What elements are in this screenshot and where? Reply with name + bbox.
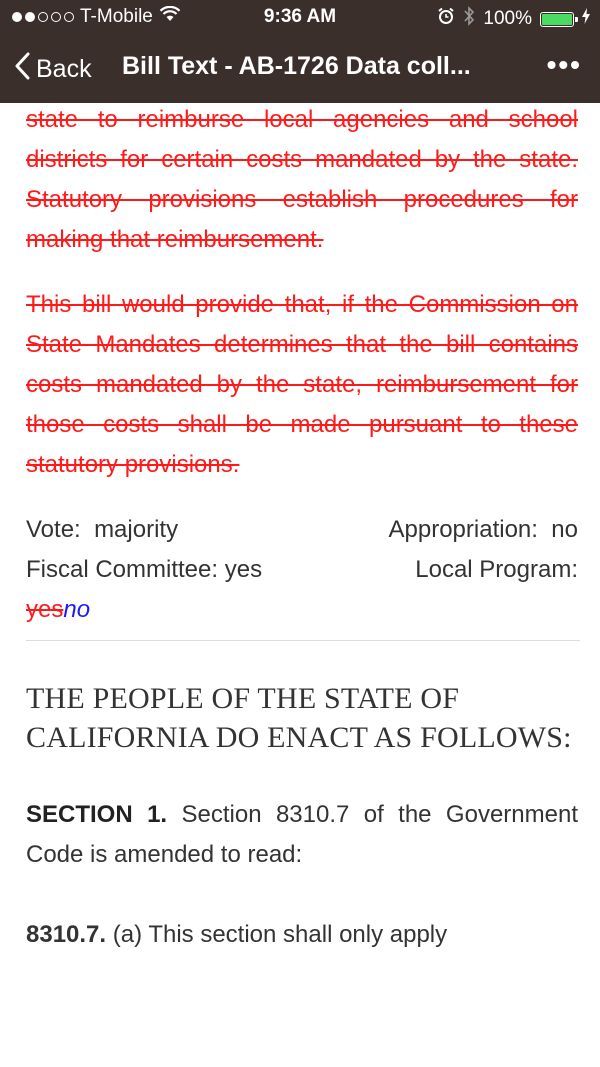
top-bar [0,0,600,103]
alarm-icon [437,7,455,31]
section-1 [26,795,578,875]
subsection-text: (a) This section shall only apply [112,921,448,948]
status-bar [0,0,600,34]
local-program-value [26,590,578,630]
fiscal-value: yes [224,556,263,583]
vote-label: Vote: [26,516,81,543]
battery-fill [542,14,572,25]
deleted-paragraph: This bill would provide that, if the Commission on State Mandates determines that the bill contains costs mandated by the state, reimbursement for those costs shall be made pursuant to these statutory provisions. [26,291,578,478]
vote-row [26,510,578,550]
navigation-bar [0,34,600,103]
battery-percent: 100% [483,8,532,29]
appropriation-value: no [551,516,578,543]
vote-value: majority [94,516,179,543]
status-right [437,6,590,32]
page-title: Bill Text - AB-1726 Data coll... [122,52,471,80]
deleted-paragraph: state to reimburse local agencies and school districts for certain costs mandated by the state. Statutory provisions establish procedures for making that reimbursement. [26,106,578,253]
local-program-label: Local Program: [415,556,578,583]
appropriation-info [389,510,578,550]
more-options-button[interactable]: ••• [546,49,582,80]
fiscal-info [26,550,262,590]
back-button[interactable] [14,52,92,86]
vote-info [26,510,178,550]
subsection-number: 8310.7. [26,921,107,948]
charging-icon [582,8,590,30]
divider [26,640,580,641]
vote-summary [26,510,578,630]
chevron-left-icon [14,52,30,86]
back-label: Back [36,54,92,83]
bluetooth-icon [463,6,475,32]
status-time: 9:36 AM [263,6,337,27]
appropriation-label: Appropriation: [388,516,538,543]
fiscal-row [26,550,578,590]
battery-icon [540,12,574,27]
inserted-value: no [63,596,91,623]
section-heading: SECTION 1. [26,801,168,828]
subsection-8310-7 [26,915,578,955]
fiscal-label: Fiscal Committee: [26,556,219,583]
section-text: Section 8310.7 of the Government Code is amended to read: [26,801,578,868]
carrier-name: T-Mobile [80,6,153,27]
enacting-clause: THE PEOPLE OF THE STATE OF CALIFORNIA DO ENACT AS FOLLOWS: [26,682,572,754]
deleted-value: yes [26,596,64,623]
bill-text-content [26,103,578,955]
